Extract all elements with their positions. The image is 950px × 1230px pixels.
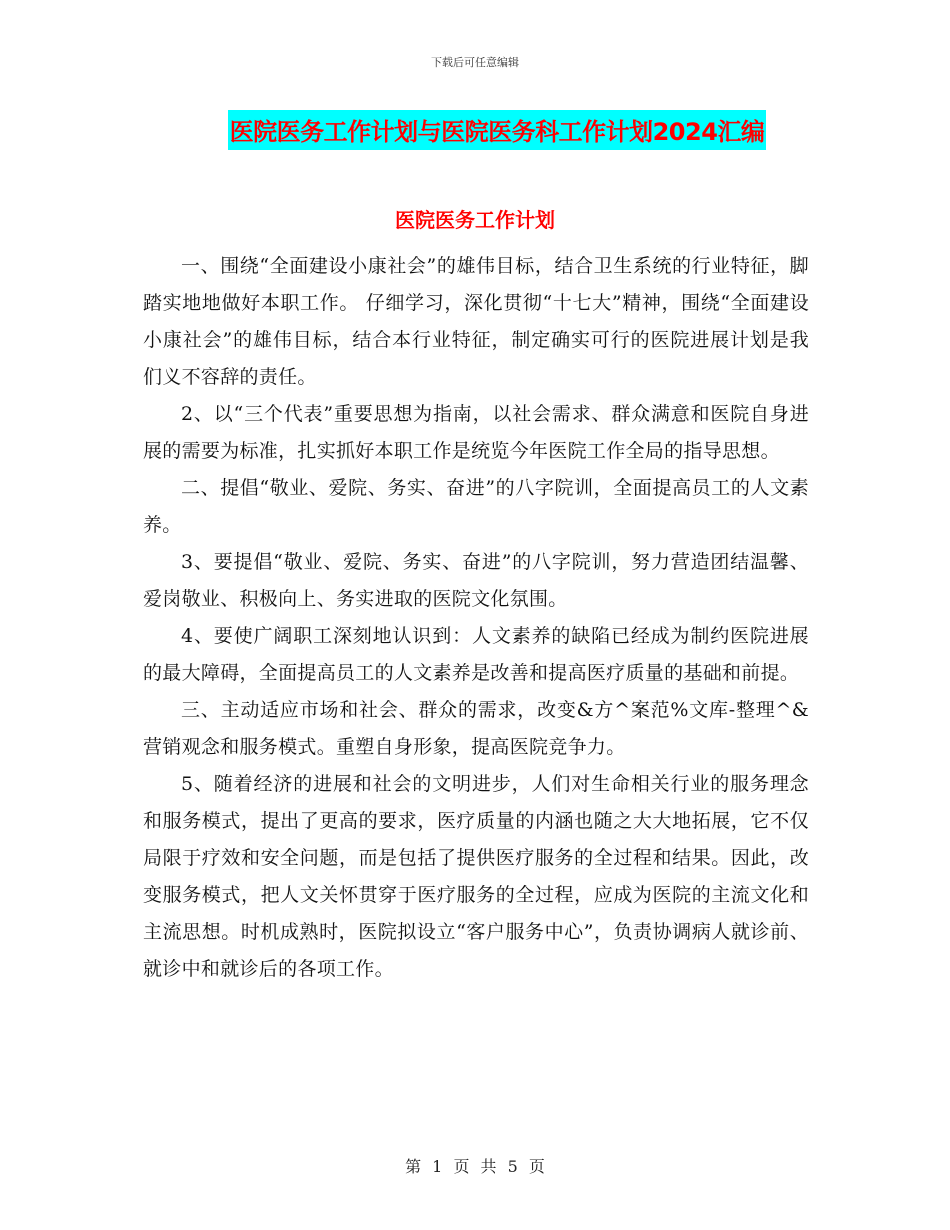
- section-title: 医院医务工作计划: [395, 208, 555, 232]
- paragraph: 一、围绕“全面建设小康社会”的雄伟目标，结合卫生系统的行业特征，脚踏实地地做好本职工作。 仔细学习，深化贯彻“十七大”精神，围绕“全面建设小康社会”的雄伟目标，结合本行业特征，制定确实可行的医院进展计划是我们义不容辞的责任。: [143, 255, 809, 388]
- paragraph: 5、随着经济的进展和社会的文明进步，人们对生命相关行业的服务理念和服务模式，提出了更高的要求，医疗质量的内涵也随之大大地拓展，它不仅局限于疗效和安全问题，而是包括了提供医疗服务的全过程和结果。因此，改变服务模式，把人文关怀贯穿于医疗服务的全过程，应成为医院的主流文化和主流思想。时机成熟时，医院拟设立“客户服务中心”，负责协调病人就诊前、就诊中和就诊后的各项工作。: [143, 773, 809, 980]
- paragraph: 三、主动适应市场和社会、群众的需求，改变&方^案范%文库-整理^&营销观念和服务模式。重塑自身形象，提高医院竞争力。: [143, 699, 809, 758]
- paragraph: 2、以“三个代表”重要思想为指南，以社会需求、群众满意和医院自身进展的需要为标准，扎实抓好本职工作是统览今年医院工作全局的指导思想。: [143, 403, 809, 462]
- document-body: [143, 248, 809, 988]
- document-title: 医院医务工作计划与医院医务科工作计划2024汇编: [228, 110, 767, 150]
- paragraph: 3、要提倡“敬业、爱院、务实、奋进”的八字院训，努力营造团结温馨、爱岗敬业、积极向上、务实进取的医院文化氛围。: [143, 551, 809, 610]
- document-title-wrapper: [0, 110, 950, 150]
- header-note: 下载后可任意编辑: [431, 56, 519, 69]
- paragraph: 4、要使广阔职工深刻地认识到：人文素养的缺陷已经成为制约医院进展的最大障碍，全面提高员工的人文素养是改善和提高医疗质量的基础和前提。: [143, 625, 809, 684]
- page-number: 第 1 页 共 5 页: [405, 1157, 545, 1176]
- paragraph: 二、提倡“敬业、爱院、务实、奋进”的八字院训，全面提高员工的人文素养。: [143, 477, 809, 536]
